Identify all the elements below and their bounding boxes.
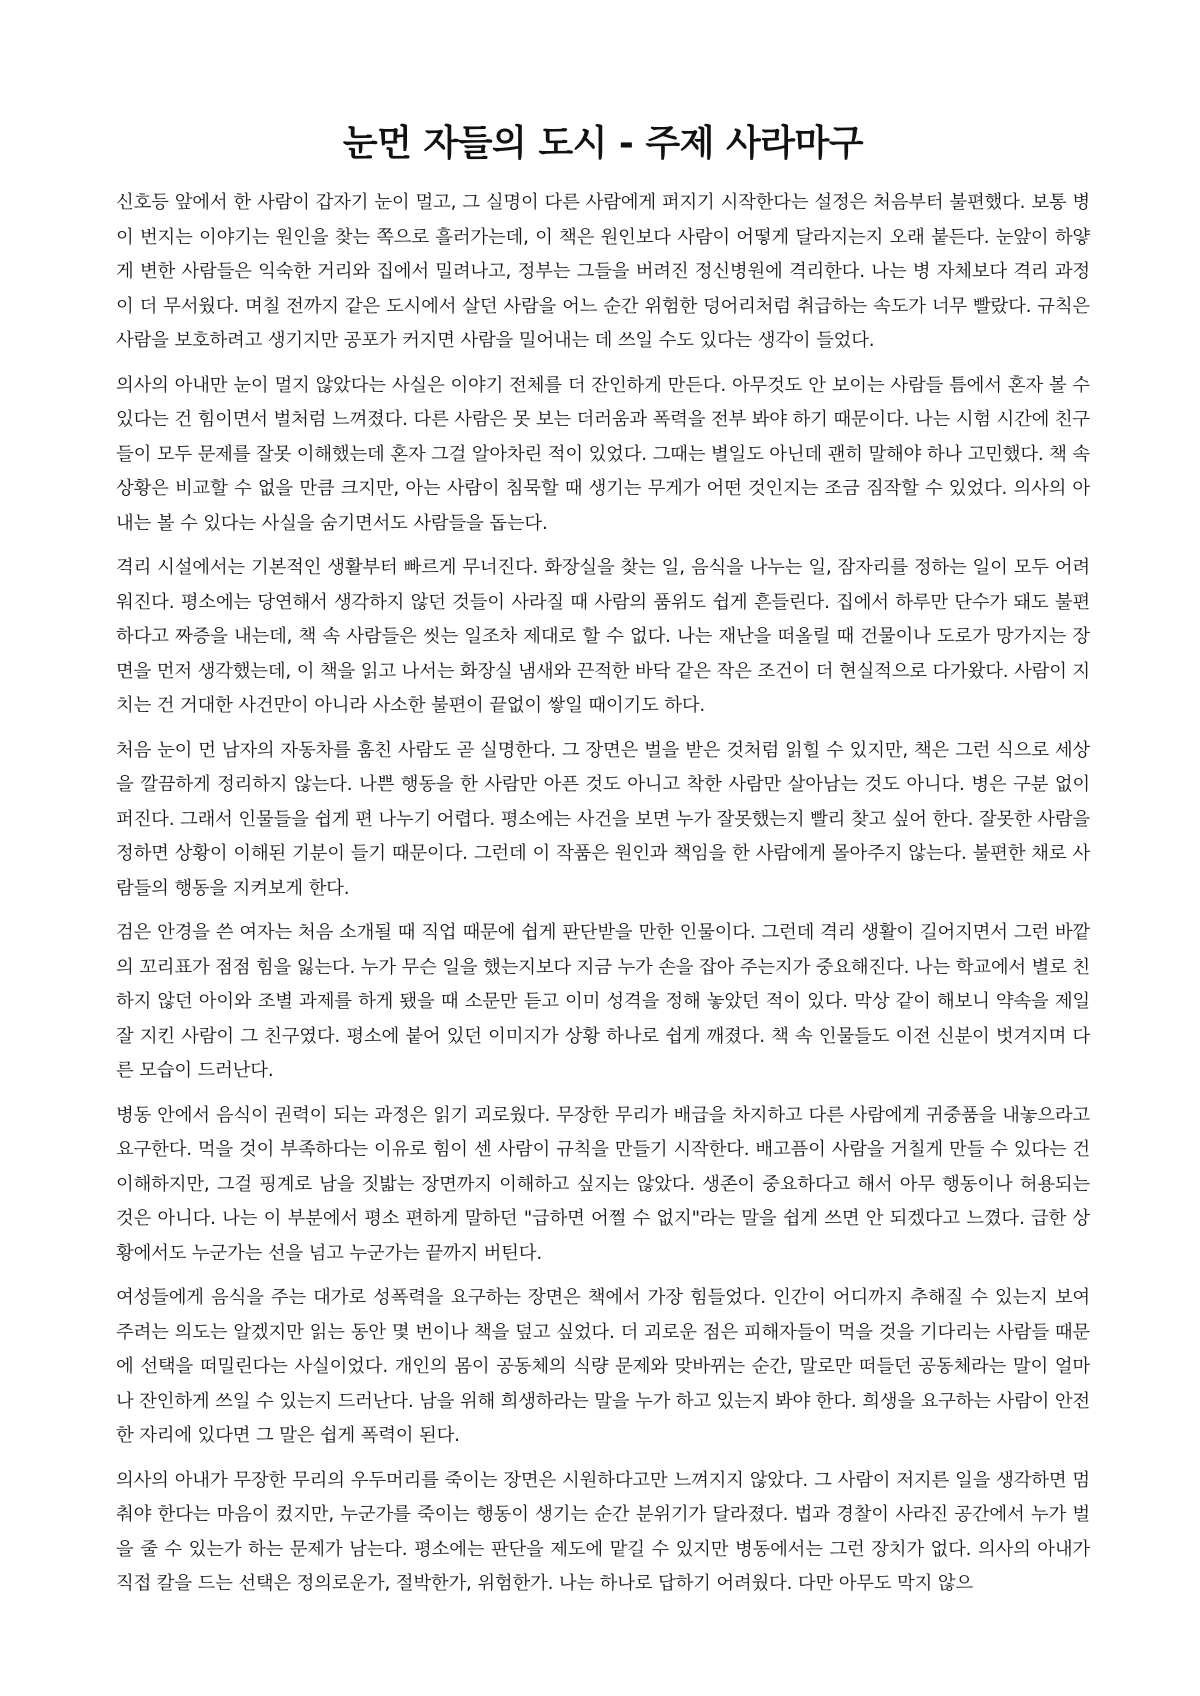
body-paragraph: 의사의 아내가 무장한 무리의 우두머리를 죽이는 장면은 시원하다고만 느껴지지 않았다. 그 사람이 저지른 일을 생각하면 멈춰야 한다는 마음이 컸지만, 누군가를 죽이는 행동이 생기는 순간 분위기가 달라졌다. 법과 경찰이 사라진 공간에서 누가 벌을 줄 수 있는가 하는 문제가 남는다. 평소에는 판단을 제도에 맡길 수 있지만 병동에서는 그런 장치가 없다. 의사의 아내가 직접 칼을 드는 선택은 정의로운가, 절박한가, 위험한가. 나는 하나로 답하기 어려웠다. 다만 아무도 막지 않으	[116, 1469, 1090, 1594]
document-body	[116, 186, 1090, 1602]
body-paragraph: 처음 눈이 먼 남자의 자동차를 훔친 사람도 곧 실명한다. 그 장면은 벌을 받은 것처럼 읽힐 수 있지만, 책은 그런 식으로 세상을 깔끔하게 정리하지 않는다. 나쁜 행동을 한 사람만 아픈 것도 아니고 착한 사람만 살아남는 것도 아니다. 병은 구분 없이 퍼진다. 그래서 인물들을 쉽게 편 나누기 어렵다. 평소에는 사건을 보면 누가 잘못했는지 빨리 찾고 싶어 한다. 잘못한 사람을 정하면 상황이 이해된 기분이 들기 때문이다. 그런데 이 작품은 원인과 책임을 한 사람에게 몰아주지 않는다. 불편한 채로 사람들의 행동을 지켜보게 한다.	[116, 739, 1090, 899]
body-paragraph: 검은 안경을 쓴 여자는 처음 소개될 때 직업 때문에 쉽게 판단받을 만한 인물이다. 그런데 격리 생활이 길어지면서 그런 바깥의 꼬리표가 점점 힘을 잃는다. 누가 무슨 일을 했는지보다 지금 누가 손을 잡아 주는지가 중요해진다. 나는 학교에서 별로 친하지 않던 아이와 조별 과제를 하게 됐을 때 소문만 듣고 이미 성격을 정해 놓았던 적이 있다. 막상 같이 해보니 약속을 제일 잘 지킨 사람이 그 친구였다. 평소에 붙어 있던 이미지가 상황 하나로 쉽게 깨졌다. 책 속 인물들도 이전 신분이 벗겨지며 다른 모습이 드러난다.	[116, 922, 1090, 1081]
body-paragraph: 여성들에게 음식을 주는 대가로 성폭력을 요구하는 장면은 책에서 가장 힘들었다. 인간이 어디까지 추해질 수 있는지 보여 주려는 의도는 알겠지만 읽는 동안 몇 번이나 책을 덮고 싶었다. 더 괴로운 점은 피해자들이 먹을 것을 기다리는 사람들 때문에 선택을 떠밀린다는 사실이었다. 개인의 몸이 공동체의 식량 문제와 맞바뀌는 순간, 말로만 떠들던 공동체라는 말이 얼마나 잔인하게 쓰일 수 있는지 드러난다. 남을 위해 희생하라는 말을 누가 하고 있는지 봐야 한다. 희생을 요구하는 사람이 안전한 자리에 있다면 그 말은 쉽게 폭력이 된다.	[116, 1287, 1090, 1446]
document-title: 눈먼 자들의 도시 - 주제 사라마구	[342, 123, 864, 164]
body-paragraph: 병동 안에서 음식이 권력이 되는 과정은 읽기 괴로웠다. 무장한 무리가 배급을 차지하고 다른 사람에게 귀중품을 내놓으라고 요구한다. 먹을 것이 부족하다는 이유로 힘이 센 사람이 규칙을 만들기 시작한다. 배고픔이 사람을 거칠게 만들 수 있다는 건 이해하지만, 그걸 핑계로 남을 짓밟는 장면까지 이해하고 싶지는 않았다. 생존이 중요하다고 해서 아무 행동이나 허용되는 것은 아니다. 나는 이 부분에서 평소 편하게 말하던 "급하면 어쩔 수 없지"라는 말을 쉽게 쓰면 안 되겠다고 느꼈다. 급한 상황에서도 누군가는 선을 넘고 누군가는 끝까지 버틴다.	[116, 1104, 1090, 1264]
body-paragraph: 신호등 앞에서 한 사람이 갑자기 눈이 멀고, 그 실명이 다른 사람에게 퍼지기 시작한다는 설정은 처음부터 불편했다. 보통 병이 번지는 이야기는 원인을 찾는 쪽으로 흘러가는데, 이 책은 원인보다 사람이 어떻게 달라지는지 오래 붙든다. 눈앞이 하얗게 변한 사람들은 익숙한 거리와 집에서 밀려나고, 정부는 그들을 버려진 정신병원에 격리한다. 나는 병 자체보다 격리 과정이 더 무서웠다. 며칠 전까지 같은 도시에서 살던 사람을 어느 순간 위험한 덩어리처럼 취급하는 속도가 너무 빨랐다. 규칙은 사람을 보호하려고 생기지만 공포가 커지면 사람을 밀어내는 데 쓰일 수도 있다는 생각이 들었다.	[116, 192, 1090, 351]
body-paragraph: 의사의 아내만 눈이 멀지 않았다는 사실은 이야기 전체를 더 잔인하게 만든다. 아무것도 안 보이는 사람들 틈에서 혼자 볼 수 있다는 건 힘이면서 벌처럼 느껴졌다. 다른 사람은 못 보는 더러움과 폭력을 전부 봐야 하기 때문이다. 나는 시험 시간에 친구들이 모두 문제를 잘못 이해했는데 혼자 그걸 알아차린 적이 있었다. 그때는 별일도 아닌데 괜히 말해야 하나 고민했다. 책 속 상황은 비교할 수 없을 만큼 크지만, 아는 사람이 침묵할 때 생기는 무게가 어떤 것인지는 조금 짐작할 수 있었다. 의사의 아내는 볼 수 있다는 사실을 숨기면서도 사람들을 돕는다.	[116, 374, 1090, 534]
body-paragraph: 격리 시설에서는 기본적인 생활부터 빠르게 무너진다. 화장실을 찾는 일, 음식을 나누는 일, 잠자리를 정하는 일이 모두 어려워진다. 평소에는 당연해서 생각하지 않던 것들이 사라질 때 사람의 품위도 쉽게 흔들린다. 집에서 하루만 단수가 돼도 불편하다고 짜증을 내는데, 책 속 사람들은 씻는 일조차 제대로 할 수 없다. 나는 재난을 떠올릴 때 건물이나 도로가 망가지는 장면을 먼저 생각했는데, 이 책을 읽고 나서는 화장실 냄새와 끈적한 바닥 같은 작은 조건이 더 현실적으로 다가왔다. 사람이 지치는 건 거대한 사건만이 아니라 사소한 불편이 끝없이 쌓일 때이기도 하다.	[116, 557, 1090, 716]
